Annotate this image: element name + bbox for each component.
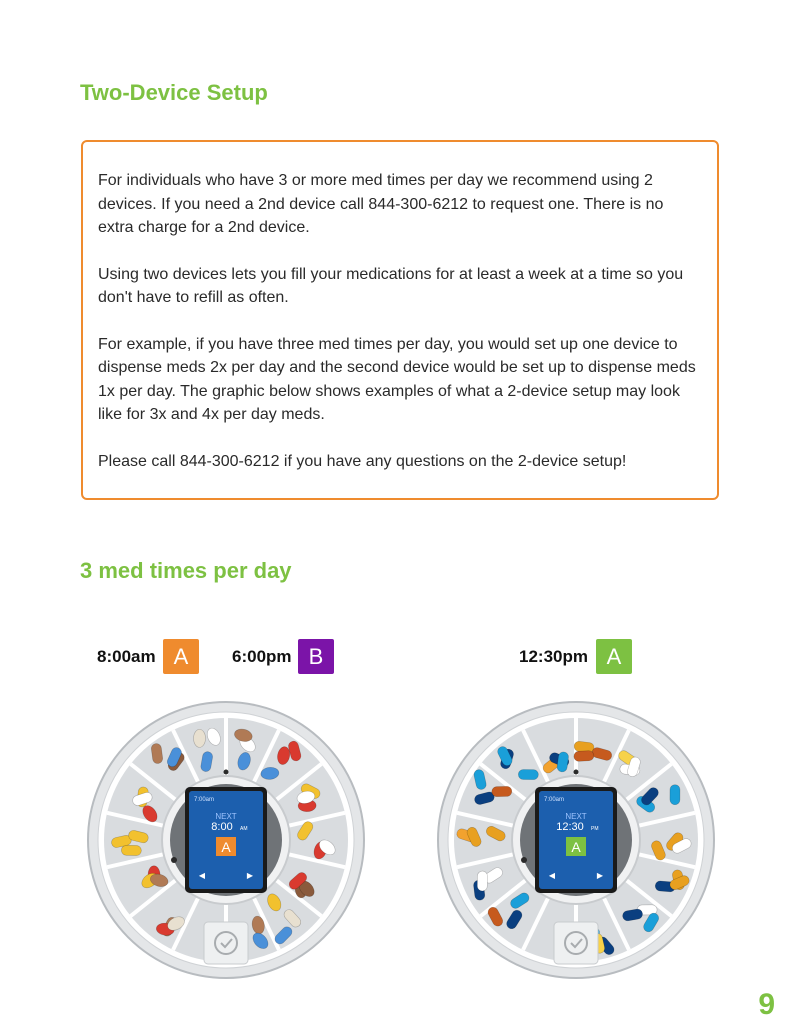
med-time-label: 6:00pm: [232, 647, 292, 666]
page-number: 9: [758, 988, 775, 1021]
screen-ampm: AM: [240, 826, 248, 832]
info-paragraph: Using two devices lets you fill your medications for at least a week at a time so you don't have to refill as often.: [98, 265, 684, 306]
info-box: [81, 140, 719, 500]
device-screen: [185, 787, 267, 893]
screen-status-time: 7:00am: [194, 797, 215, 803]
screen-badge: A: [221, 839, 231, 855]
screen-next-label: NEXT: [215, 812, 237, 821]
info-paragraph: Please call 844-300-6212 if you have any questions on the 2-device setup!: [98, 452, 627, 470]
med-time-badge: B: [298, 639, 334, 674]
screen-time: 8:00: [211, 821, 233, 833]
section-title: Two-Device Setup: [80, 80, 268, 105]
section-title: 3 med times per day: [80, 558, 292, 583]
screen-status-time: 7:00am: [544, 797, 565, 803]
pill-dispenser-device: [84, 700, 368, 985]
device-screen: [535, 787, 617, 893]
med-time-label: 12:30pm: [519, 647, 588, 666]
screen-right-arrow-icon: ▶: [246, 871, 254, 880]
screen-next-label: NEXT: [565, 812, 587, 821]
screen-right-arrow-icon: ▶: [596, 871, 604, 880]
pill-dispenser-device: [434, 700, 718, 985]
med-time-label: 8:00am: [97, 647, 156, 666]
screen-badge: A: [571, 839, 581, 855]
screen-ampm: PM: [591, 826, 599, 832]
info-paragraph: For individuals who have 3 or more med times per day we recommend using 2 devices. If you need a 2nd device call 844-300-6212 to request one. There is no extra charge for a 2nd device.: [98, 172, 664, 236]
med-time-badge: A: [163, 639, 199, 674]
med-time-badge: A: [596, 639, 632, 674]
screen-time: 12:30: [556, 821, 584, 833]
screen-left-arrow-icon: ◀: [198, 871, 206, 880]
info-paragraph: For example, if you have three med times per day, you would set up one device to dispense meds 2x per day and the second device would be set up to dispense meds 1x per day. The graphic below shows examples of what a 2-device setup may look like for 3x and 4x per day meds.: [98, 335, 696, 423]
screen-left-arrow-icon: ◀: [548, 871, 556, 880]
